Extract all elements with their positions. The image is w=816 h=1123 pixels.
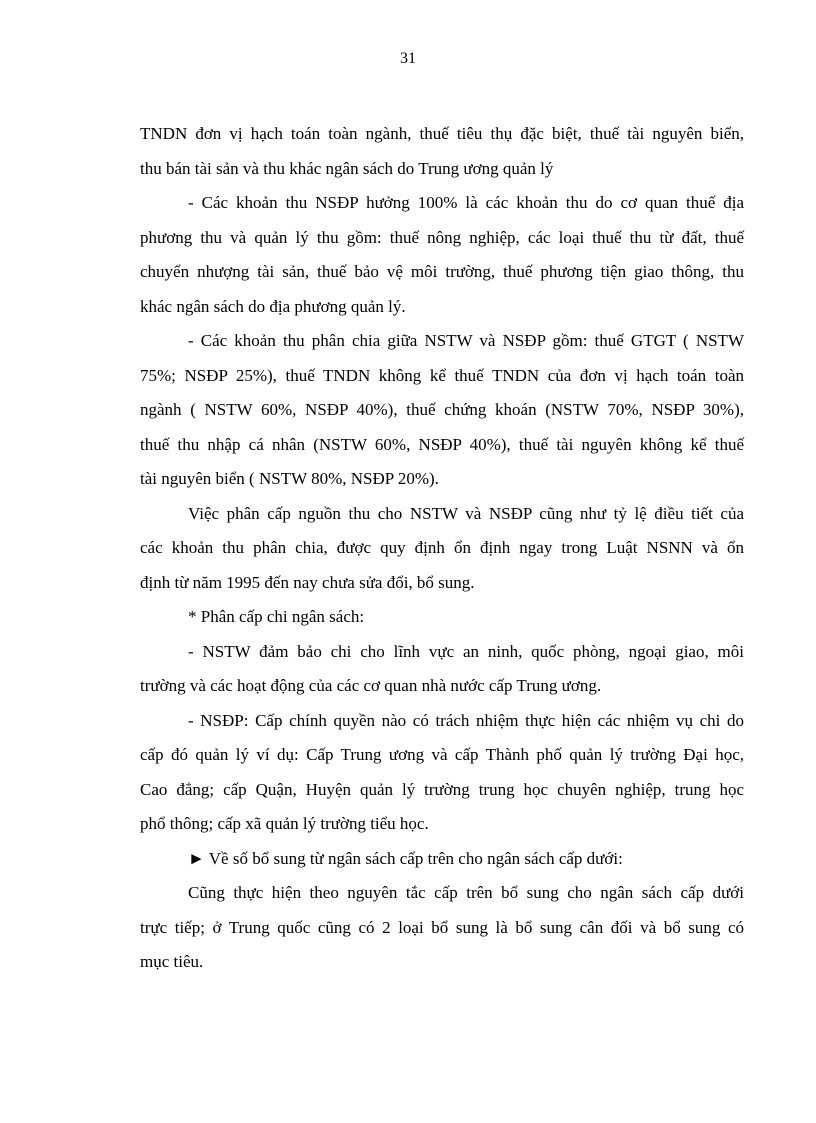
paragraph (140, 600, 744, 635)
paragraph (140, 186, 744, 324)
text-line: phương thu và quản lý thu gồm: thuế nông nghiệp, các loại thuế thu từ đất, thuế (140, 227, 744, 247)
body-text (140, 117, 744, 980)
paragraph (140, 876, 744, 980)
text-line: trường và các hoạt động của các cơ quan nhà nước cấp Trung ương. (140, 676, 602, 695)
text-line: thu bán tài sản và thu khác ngân sách do Trung ương quản lý (140, 158, 554, 178)
text-line: ngành ( NSTW 60%, NSĐP 40%), thuế chứng khoán (NSTW 70%, NSĐP 30%), (140, 400, 744, 419)
text-line: cấp đó quản lý ví dụ: Cấp Trung ương và cấp Thành phố quản lý trường Đại học, (140, 745, 744, 764)
text-line: - Các khoản thu phân chia giữa NSTW và NSĐP gồm: thuế GTGT ( NSTW (188, 331, 744, 350)
text-line: * Phân cấp chi ngân sách: (188, 607, 365, 626)
page-number: 31 (400, 50, 416, 67)
text-line: Cũng thực hiện theo nguyên tắc cấp trên bổ sung cho ngân sách cấp dưới (188, 883, 744, 902)
text-line: Việc phân cấp nguồn thu cho NSTW và NSĐP cũng như tỷ lệ điều tiết của (188, 503, 744, 523)
text-line: các khoản thu phân chia, được quy định ổn định ngay trong Luật NSNN và ổn (140, 538, 744, 557)
text-line: 75%; NSĐP 25%), thuế TNDN không kể thuế TNDN của đơn vị hạch toán toàn (140, 365, 744, 385)
text-line: - NSĐP: Cấp chính quyền nào có trách nhiệm thực hiện các nhiệm vụ chi do (188, 710, 744, 730)
text-line: - NSTW đảm bảo chi cho lĩnh vực an ninh, quốc phòng, ngoại giao, môi (188, 641, 744, 661)
text-line: thuế thu nhập cá nhân (NSTW 60%, NSĐP 40%), thuế tài nguyên không kể thuế (140, 434, 744, 454)
paragraph (140, 635, 744, 704)
text-line: - Các khoản thu NSĐP hưởng 100% là các khoản thu do cơ quan thuế địa (188, 193, 744, 212)
text-line: chuyển nhượng tài sản, thuế bảo vệ môi trường, thuế phương tiện giao thông, thu (140, 262, 744, 281)
text-line: ► Về số bổ sung từ ngân sách cấp trên cho ngân sách cấp dưới: (188, 848, 623, 868)
text-line: phổ thông; cấp xã quản lý trường tiểu học. (140, 814, 429, 833)
text-line: tài nguyên biển ( NSTW 80%, NSĐP 20%). (140, 469, 439, 488)
paragraph (140, 117, 744, 186)
text-line: mục tiêu. (140, 952, 204, 971)
paragraph (140, 842, 744, 877)
paragraph (140, 704, 744, 842)
text-line: định từ năm 1995 đến nay chưa sửa đổi, bổ sung. (140, 572, 475, 592)
text-line: khác ngân sách do địa phương quản lý. (140, 296, 406, 316)
paragraph (140, 324, 744, 497)
paragraph (140, 497, 744, 601)
text-line: TNDN đơn vị hạch toán toàn ngành, thuế tiêu thụ đặc biệt, thuế tài nguyên biển, (140, 124, 744, 143)
text-line: trực tiếp; ở Trung quốc cũng có 2 loại bổ sung là bổ sung cân đối và bổ sung có (140, 917, 744, 937)
text-line: Cao đẳng; cấp Quận, Huyện quản lý trường trung học chuyên nghiệp, trung học (140, 779, 744, 799)
